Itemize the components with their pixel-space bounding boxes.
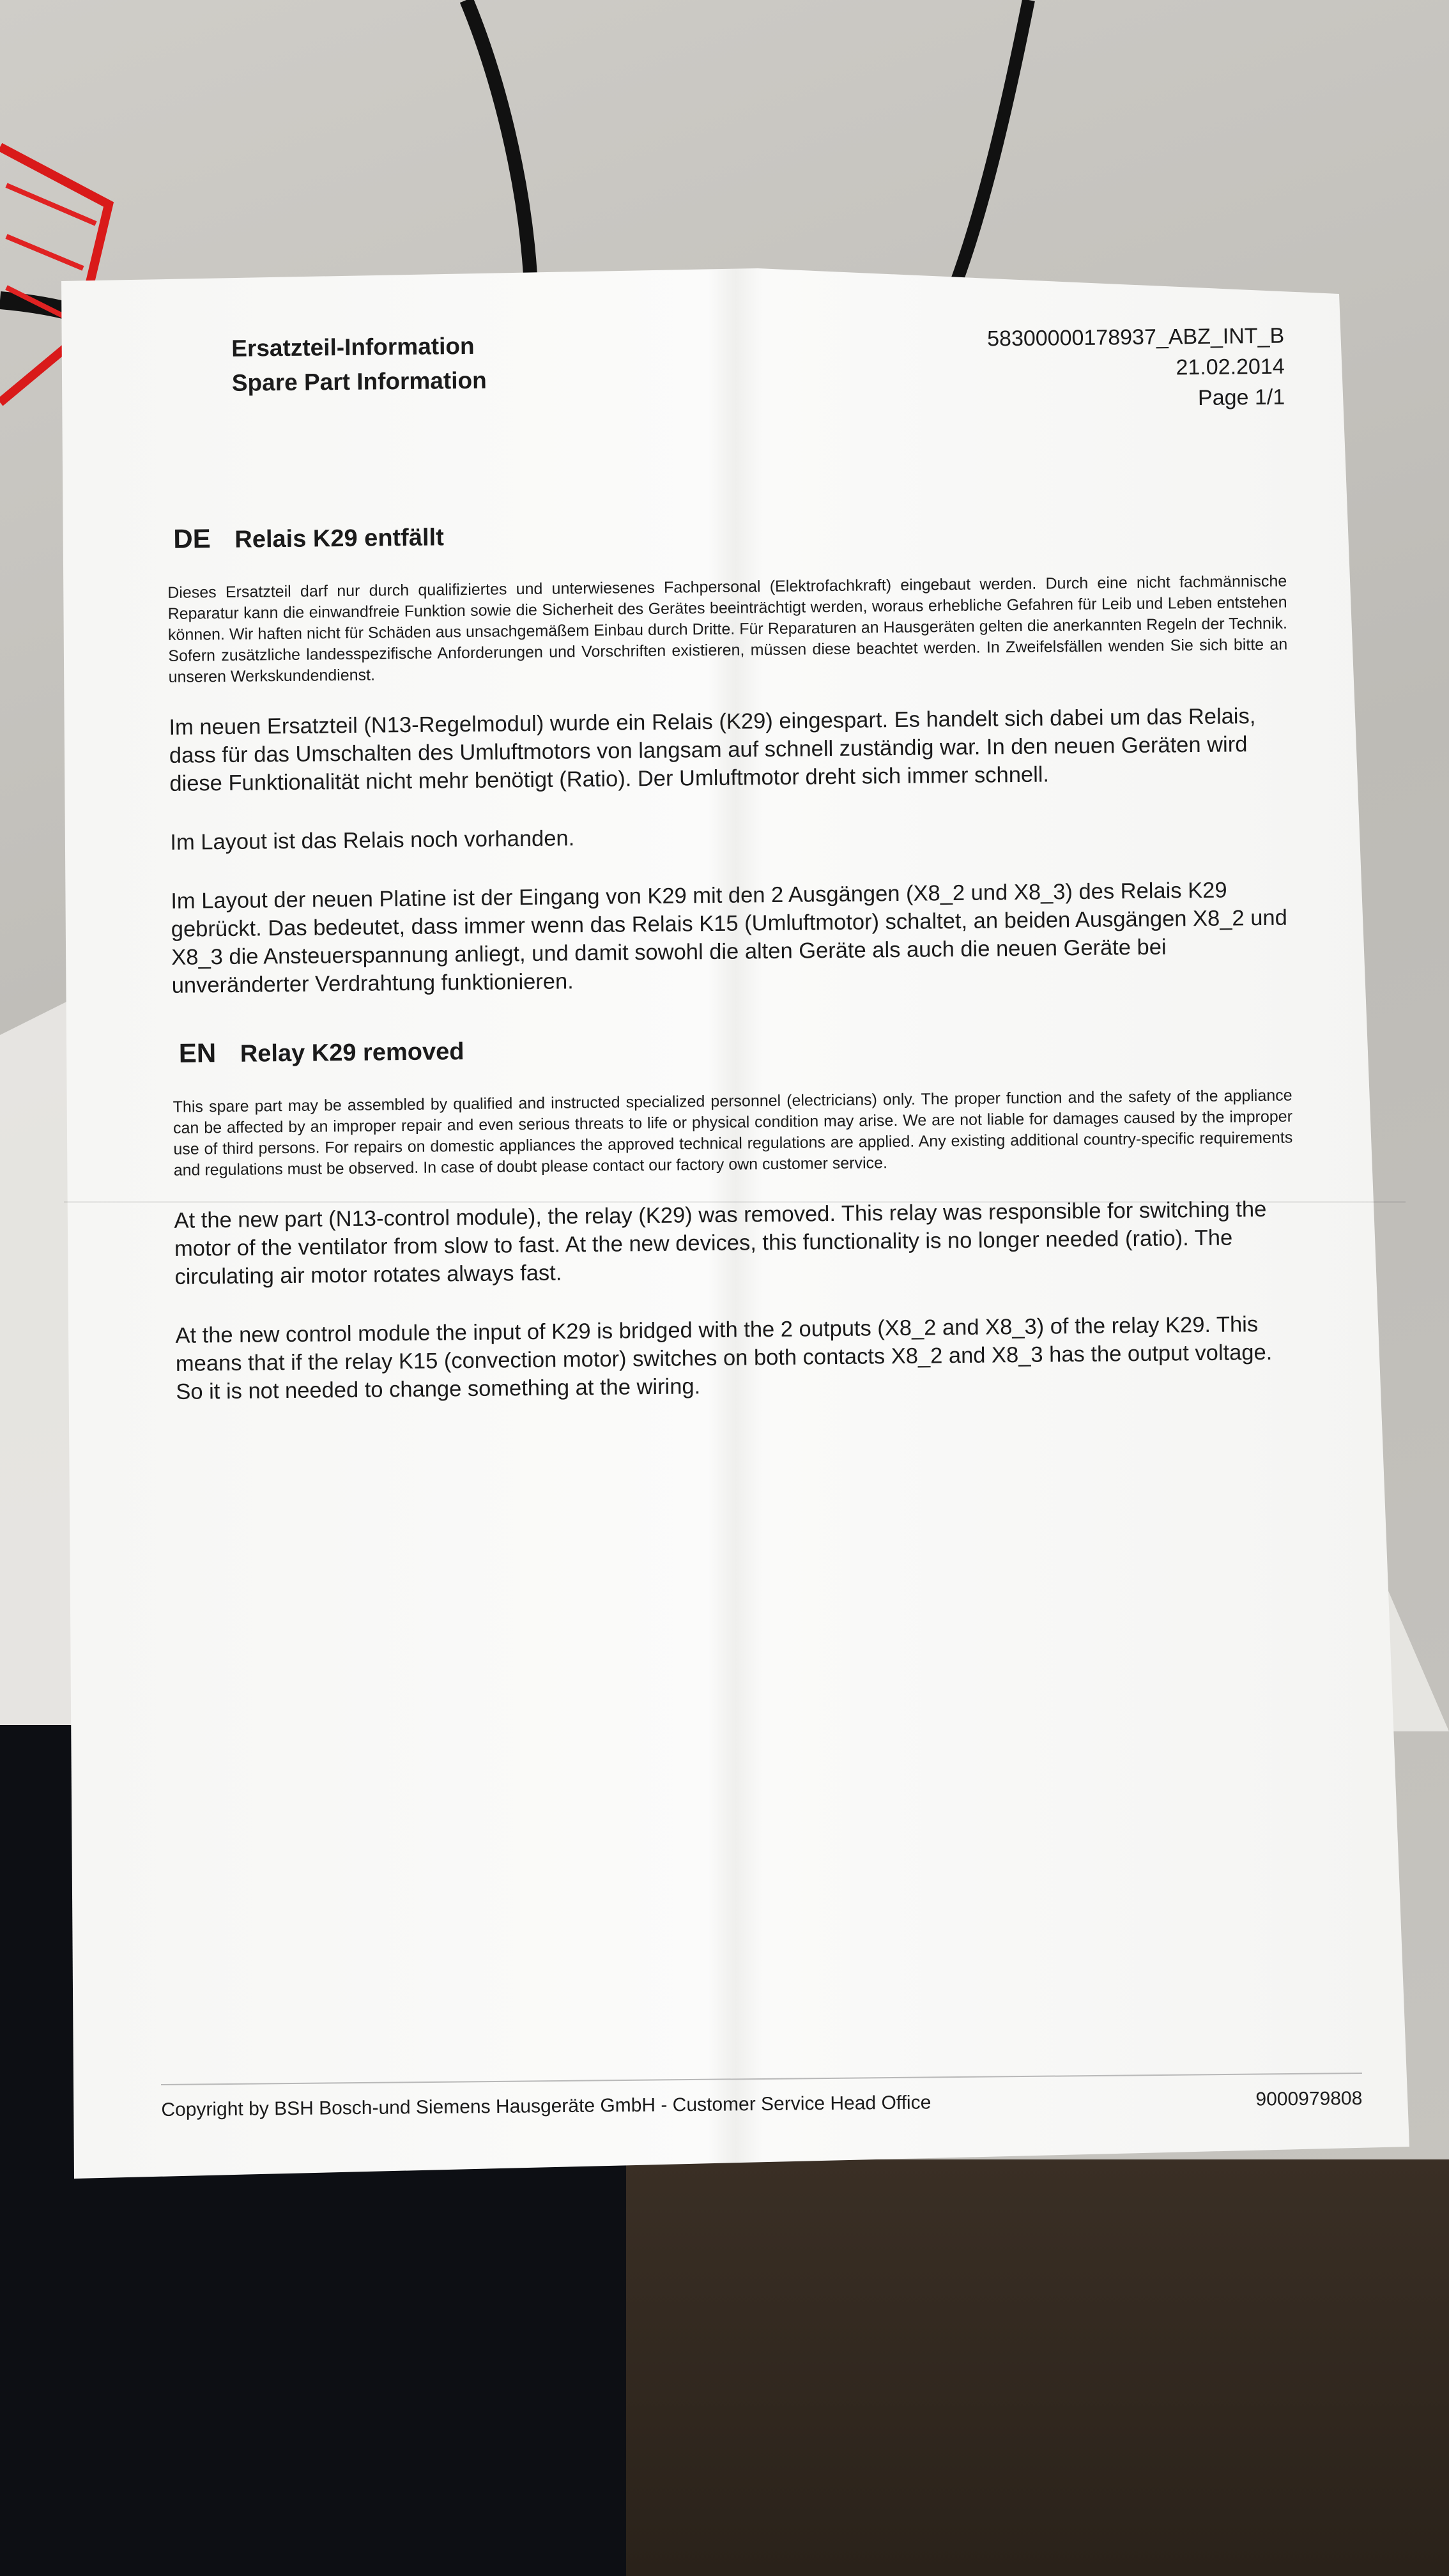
section-title: Relay K29 removed bbox=[240, 1038, 464, 1068]
section-heading bbox=[162, 512, 1286, 555]
document-number: 9000979808 bbox=[1255, 2087, 1363, 2110]
document-content bbox=[160, 321, 1296, 1437]
paragraph: At the new control module the input of K29 is bridged with the 2 outputs (X8_2 and X8_3) of the relay K29. This means that if the relay K15 (convection motor) switches on both contacts X8_2 and X8_3 has the output voltage. So it is not needed to change something at the wiring. bbox=[175, 1312, 1273, 1404]
paragraph: At the new part (N13-control module), the relay (K29) was removed. This relay was responsible for switching the motor of the ventilator from slow to fast. At the new devices, this functionality is no longer needed (ratio). The circulating air motor rotates always fast. bbox=[174, 1197, 1267, 1289]
title-german: Ersatzteil-Information bbox=[231, 332, 475, 362]
document-header bbox=[160, 321, 1285, 486]
page-number: Page 1/1 bbox=[1197, 385, 1285, 410]
document-date: 21.02.2014 bbox=[1176, 354, 1285, 380]
language-code: DE bbox=[173, 523, 211, 554]
disclaimer-text: Dieses Ersatzteil darf nur durch qualifiziertes und unterwiesenes Fachpersonal (Elektrofachkraft) eingebaut werden. Durch eine nicht fachmännische Reparatur kann die einwandfreie Funktion sowie die Sicherheit des Gerätes beeinträchtigt werden, woraus erhebliche Gefahren für Leib und Leben entstehen können. Wir haften nicht für Schäden aus unsachgemäßem Einbau durch Dritte. Für Reparaturen an Hausgeräten gelten die anerkannten Regeln der Technik. Sofern zusätzliche landesspezifische Anforderungen und Vorschriften existieren, müssen diese beachtet werden. In Zweifelsfällen wenden Sie sich bitte an unseren Werkskundendienst. bbox=[167, 572, 1288, 686]
paragraph: Im Layout ist das Relais noch vorhanden. bbox=[170, 826, 575, 855]
section-heading bbox=[167, 1027, 1292, 1069]
language-code: EN bbox=[178, 1038, 217, 1068]
title-english: Spare Part Information bbox=[231, 367, 487, 396]
disclaimer-text: This spare part may be assembled by qualified and instructed specialized personnel (electricians) only. The proper function and the safety of the appliance can be affected by an improper repair and even serious threats to life or physical condition may arise. We are not liable for damages caused by the improper use of third persons. For repairs on domestic appliances the approved technical regulations are applied. Any existing additional country-specific requirements and regulations must be observed. In case of doubt please contact our factory own customer service. bbox=[172, 1086, 1293, 1179]
section-english bbox=[167, 1027, 1296, 1406]
document-id: 58300000178937_ABZ_INT_B bbox=[986, 323, 1285, 351]
paragraph: Im Layout der neuen Platine ist der Eingang von K29 mit den 2 Ausgängen (X8_2 und X8_3) des Relais K29 gebrückt. Das bedeutet, dass immer wenn das Relais K15 (Umluftmotor) schaltet, an beiden Ausgängen X8_2 und X8_3 die Ansteuerspannung anliegt, und damit sowohl die alten Geräte als auch die neuen Geräte bei unveränderter Verdrahtung funktionieren. bbox=[171, 878, 1287, 998]
section-title: Relais K29 entfällt bbox=[234, 524, 444, 553]
paragraph: Im neuen Ersatzteil (N13-Regelmodul) wurde ein Relais (K29) eingespart. Es handelt sich dabei um das Relais, dass für das Umschalten des Umluftmotors von langsam auf schnell zuständig war. In den neuen Geräten wird diese Funktionalität nicht mehr benötigt (Ratio). Der Umluftmotor dreht sich immer schnell. bbox=[169, 704, 1256, 796]
copyright-text: Copyright by BSH Bosch-und Siemens Hausgeräte GmbH - Customer Service Head Office bbox=[161, 2092, 931, 2120]
title-block bbox=[231, 329, 487, 401]
section-german bbox=[162, 512, 1291, 1000]
meta-block bbox=[987, 321, 1285, 416]
